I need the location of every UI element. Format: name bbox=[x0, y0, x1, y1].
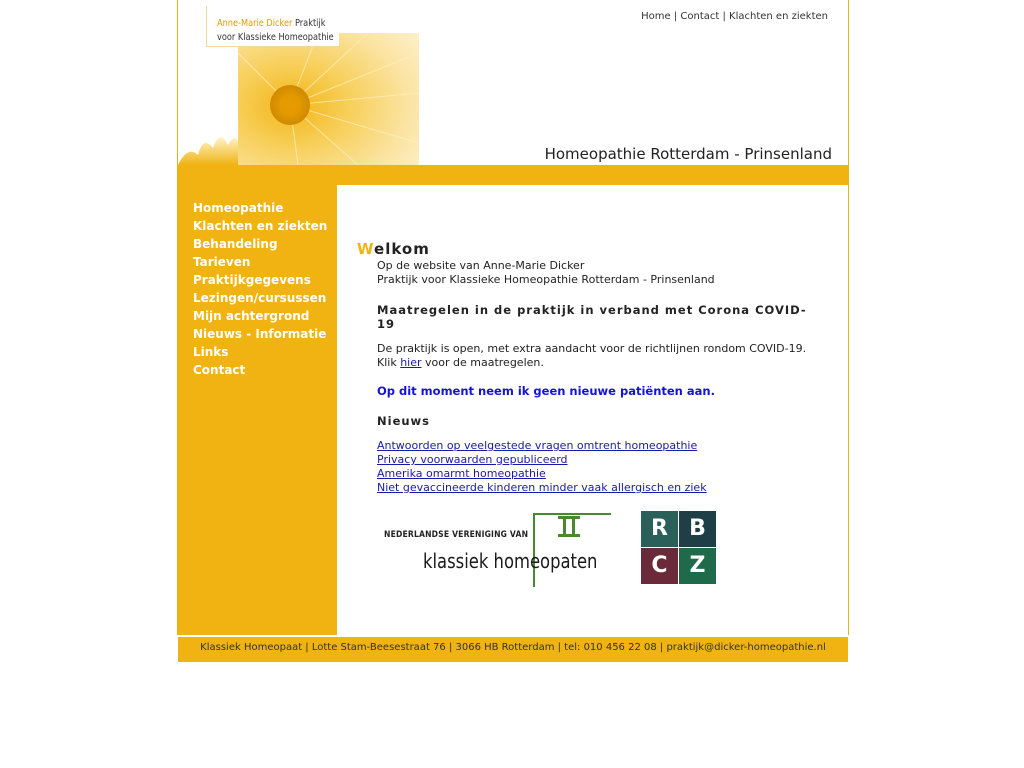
rbcz-letter-r: R bbox=[641, 511, 678, 547]
logo-word: Praktijk bbox=[295, 18, 326, 29]
top-link-contact[interactable]: Contact bbox=[680, 11, 720, 22]
sidebar bbox=[178, 185, 337, 635]
news-link[interactable]: Privacy voorwaarden gepubliceerd bbox=[377, 453, 568, 466]
sidebar-item-homeopathie[interactable]: Homeopathie bbox=[193, 201, 284, 215]
corona-text bbox=[377, 342, 817, 370]
nvkh-emblem-icon bbox=[555, 514, 583, 540]
rbcz-logo[interactable] bbox=[641, 511, 716, 584]
sidebar-nav bbox=[193, 199, 327, 379]
header bbox=[178, 0, 848, 165]
news-item bbox=[377, 467, 817, 481]
rbcz-letter-c: C bbox=[641, 548, 678, 584]
sidebar-item-achtergrond[interactable]: Mijn achtergrond bbox=[193, 309, 310, 323]
sidebar-item-links[interactable]: Links bbox=[193, 345, 229, 359]
notice-text: Op dit moment neem ik geen nieuwe patiënten aan. bbox=[377, 384, 715, 398]
intro-line-1: Op de website van Anne-Marie Dicker bbox=[377, 259, 585, 272]
welcome-initial: W bbox=[357, 240, 375, 258]
top-link-separator: | bbox=[673, 11, 678, 22]
header-title: Homeopathie Rotterdam - Prinsenland bbox=[544, 145, 832, 163]
corona-text-before: De praktijk is open, met extra aandacht voor de richtlijnen rondom COVID-19. Klik bbox=[377, 342, 807, 369]
welcome-rest: elkom bbox=[374, 240, 430, 258]
news-heading: Nieuws bbox=[377, 414, 431, 428]
intro-line-2: Praktijk voor Klassieke Homeopathie Rotterdam - Prinsenland bbox=[377, 273, 715, 286]
rbcz-letter-b: B bbox=[679, 511, 716, 547]
news-item bbox=[377, 453, 817, 467]
news-link[interactable]: Amerika omarmt homeopathie bbox=[377, 467, 546, 480]
main-content bbox=[357, 240, 817, 495]
news-link[interactable]: Antwoorden op veelgestede vragen omtrent homeopathie bbox=[377, 439, 698, 452]
corona-text-after: voor de maatregelen. bbox=[421, 356, 544, 369]
sidebar-item-nieuws[interactable]: Nieuws - Informatie bbox=[193, 327, 327, 341]
sidebar-item-klachten[interactable]: Klachten en ziekten bbox=[193, 219, 328, 233]
news-link[interactable]: Niet gevaccineerde kinderen minder vaak allergisch en ziek bbox=[377, 481, 707, 494]
nvkh-logo[interactable] bbox=[383, 512, 629, 588]
intro bbox=[377, 259, 817, 287]
top-link-klachten[interactable]: Klachten en ziekten bbox=[729, 11, 828, 22]
welcome-heading bbox=[357, 240, 817, 258]
top-link-separator: | bbox=[722, 11, 726, 22]
sidebar-item-contact[interactable]: Contact bbox=[193, 363, 246, 377]
logo-name: Anne-Marie Dicker bbox=[217, 18, 293, 29]
news-list bbox=[377, 439, 817, 495]
sidebar-item-lezingen[interactable]: Lezingen/cursussen bbox=[193, 291, 327, 305]
rbcz-letter-z: Z bbox=[679, 548, 716, 584]
top-links bbox=[641, 11, 828, 22]
logo[interactable] bbox=[206, 6, 339, 47]
corona-heading: Maatregelen in de praktijk in verband met Corona COVID-19 bbox=[377, 303, 807, 331]
logo-subtitle: voor Klassieke Homeopathie bbox=[217, 32, 334, 43]
corona-link[interactable]: hier bbox=[400, 356, 422, 369]
nvkh-line-1: NEDERLANDSE VERENIGING VAN bbox=[384, 530, 529, 540]
flower-image bbox=[238, 33, 419, 165]
footer: Klassiek Homeopaat | Lotte Stam-Beesestraat 76 | 3066 HB Rotterdam | tel: 010 456 22 08 | praktijk@dicker-homeopathie.nl bbox=[178, 637, 848, 662]
sidebar-item-praktijkgegevens[interactable]: Praktijkgegevens bbox=[193, 273, 311, 287]
sidebar-item-behandeling[interactable]: Behandeling bbox=[193, 237, 278, 251]
header-bar bbox=[178, 165, 848, 185]
top-link-home[interactable]: Home bbox=[641, 11, 671, 22]
sidebar-item-tarieven[interactable]: Tarieven bbox=[193, 255, 251, 269]
news-item bbox=[377, 439, 817, 453]
news-item bbox=[377, 481, 817, 495]
nvkh-line-2: klassiek homeopaten bbox=[423, 549, 598, 573]
